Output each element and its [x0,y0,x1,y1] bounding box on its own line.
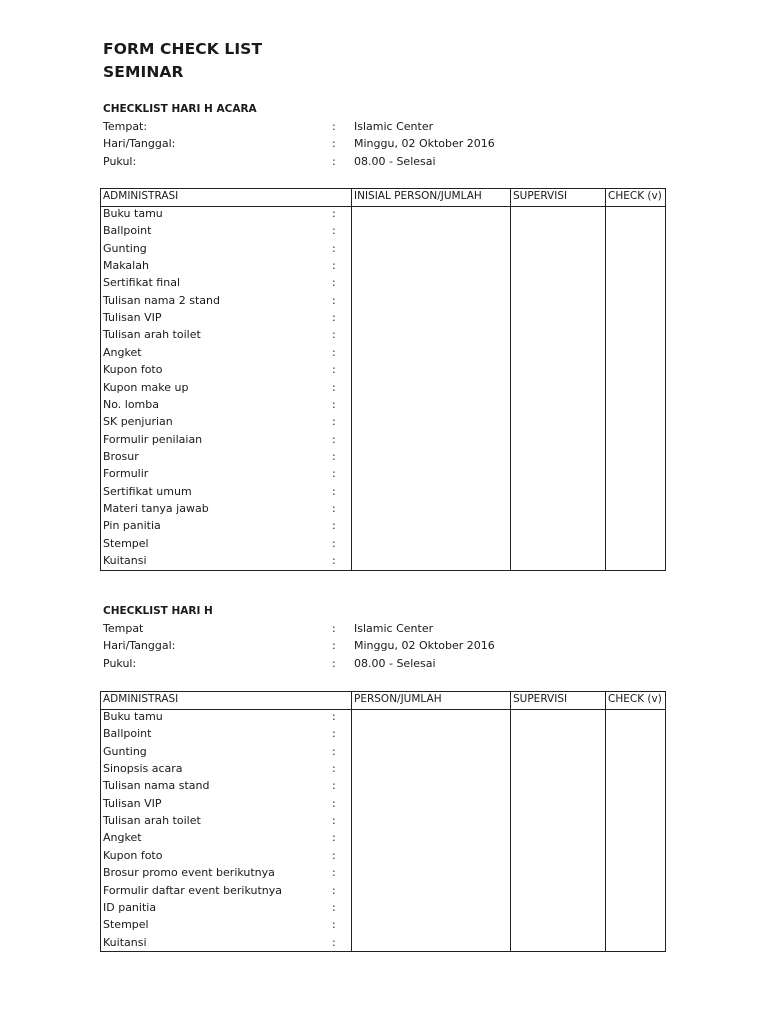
checklist-row [101,415,351,432]
checklist-item-label: Kuitansi [103,554,147,567]
info-colon: : [332,657,336,670]
checklist-item-label: Buku tamu [103,207,163,220]
checklist-item-label: Stempel [103,918,149,932]
checklist-item-colon: : [332,883,336,897]
checklist-row [101,537,351,554]
checklist-row [101,502,351,519]
info-colon: : [332,137,336,150]
info-key: Pukul: [103,155,137,168]
checklist-row [101,276,351,293]
info-key: Tempat: [103,120,148,133]
column-divider [605,692,606,951]
checklist-item-label: Formulir daftar event berikutnya [103,883,282,897]
info-value: 08.00 - Selesai [354,657,436,670]
checklist-row [101,849,351,866]
checklist-row [101,727,351,744]
checklist-item-label: Makalah [103,259,149,273]
checklist-item-label: Tulisan nama stand [103,779,210,793]
checklist-item-colon: : [332,762,336,776]
checklist-item-label: Gunting [103,241,147,255]
checklist-row [101,207,351,224]
column-header-person-jumlah: PERSON/JUMLAH [354,693,442,705]
checklist-row [101,311,351,328]
checklist-row [101,797,351,814]
checklist-item-colon: : [332,918,336,932]
section-2-info-tempat [0,622,768,639]
info-key: Tempat [103,622,144,635]
checklist-item-colon: : [332,467,336,481]
info-colon: : [332,120,336,133]
checklist-row [101,884,351,901]
section-2-info-hari-tanggal [0,639,768,656]
info-value: 08.00 - Selesai [354,155,436,168]
column-divider [351,692,352,951]
checklist-item-colon: : [332,345,336,359]
column-header-inisial-person-jumlah: INISIAL PERSON/JUMLAH [354,190,482,202]
page-title [103,38,262,84]
info-value: Islamic Center [354,120,434,133]
checklist-item-label: Tulisan VIP [103,796,162,810]
checklist-item-colon: : [332,866,336,880]
checklist-item-colon: : [332,831,336,845]
checklist-row [101,294,351,311]
column-header-supervisi: SUPERVISI [513,693,568,705]
column-divider [351,189,352,570]
checklist-item-colon: : [332,814,336,828]
section-1-info-hari-tanggal [0,137,768,154]
checklist-table-1 [100,188,666,571]
checklist-item-label: Tulisan arah toilet [103,328,201,342]
checklist-item-label: Sertifikat umum [103,484,192,498]
column-header-administrasi: ADMINISTRASI [103,693,179,705]
section-1-info-tempat [0,120,768,137]
checklist-row [101,901,351,918]
checklist-item-label: Kupon foto [103,363,163,377]
info-value: Islamic Center [354,622,434,635]
checklist-row [101,224,351,241]
column-divider [605,189,606,570]
column-divider [510,692,511,951]
checklist-item-colon: : [332,727,336,741]
checklist-item-label: Materi tanya jawab [103,501,209,515]
checklist-item-label: Tulisan VIP [103,311,162,325]
checklist-item-colon: : [332,554,336,567]
checklist-item-label: No. lomba [103,397,159,411]
checklist-item-colon: : [332,224,336,238]
checklist-row [101,710,351,727]
page-title-line-2: SEMINAR [103,63,184,81]
checklist-item-label: Angket [103,345,142,359]
checklist-row [101,814,351,831]
column-header-supervisi: SUPERVISI [513,190,568,202]
checklist-item-colon: : [332,397,336,411]
checklist-item-label: Formulir penilaian [103,432,203,446]
column-header-administrasi: ADMINISTRASI [103,190,179,202]
checklist-item-label: Brosur [103,449,139,463]
page-title-line-1: FORM CHECK LIST [103,40,263,58]
checklist-row [101,346,351,363]
column-header-check: CHECK (v) [608,693,662,705]
checklist-item-label: Angket [103,831,142,845]
checklist-row [101,381,351,398]
column-header-check: CHECK (v) [608,190,662,202]
checklist-row [101,918,351,935]
checklist-item-colon: : [332,449,336,463]
checklist-row [101,433,351,450]
section-1-info-pukul [0,155,768,172]
checklist-item-colon: : [332,432,336,446]
checklist-item-colon: : [332,311,336,325]
info-key: Hari/Tanggal: [103,639,176,652]
checklist-item-colon: : [332,900,336,914]
checklist-row [101,554,351,571]
checklist-item-label: Kupon foto [103,848,163,862]
checklist-item-colon: : [332,796,336,810]
checklist-item-colon: : [332,779,336,793]
section-2-info-pukul [0,657,768,674]
checklist-item-label: Brosur promo event berikutnya [103,866,275,880]
checklist-item-colon: : [332,276,336,290]
checklist-item-label: Tulisan nama 2 stand [103,293,220,307]
column-divider [510,189,511,570]
checklist-item-colon: : [332,935,336,949]
checklist-item-label: Ballpoint [103,224,152,238]
checklist-row [101,259,351,276]
checklist-row [101,242,351,259]
checklist-item-label: Tulisan arah toilet [103,814,201,828]
checklist-item-colon: : [332,710,336,723]
checklist-row [101,936,351,953]
section-1-heading: CHECKLIST HARI H ACARA [103,103,257,115]
checklist-item-colon: : [332,241,336,255]
checklist-row [101,745,351,762]
info-colon: : [332,639,336,652]
checklist-row [101,467,351,484]
checklist-item-colon: : [332,484,336,498]
checklist-row [101,485,351,502]
checklist-item-colon: : [332,415,336,429]
checklist-item-colon: : [332,380,336,394]
checklist-row [101,363,351,380]
checklist-row [101,831,351,848]
checklist-row [101,779,351,796]
checklist-row [101,450,351,467]
checklist-row [101,866,351,883]
checklist-item-colon: : [332,501,336,515]
checklist-row [101,328,351,345]
checklist-item-colon: : [332,328,336,342]
checklist-row [101,398,351,415]
checklist-item-label: Pin panitia [103,519,161,533]
checklist-item-label: Kuitansi [103,935,147,949]
checklist-item-colon: : [332,259,336,273]
checklist-item-label: Sertifikat final [103,276,180,290]
info-colon: : [332,622,336,635]
info-key: Hari/Tanggal: [103,137,176,150]
checklist-item-label: Stempel [103,536,149,550]
checklist-row [101,762,351,779]
info-colon: : [332,155,336,168]
checklist-item-colon: : [332,536,336,550]
checklist-item-label: Buku tamu [103,710,163,723]
checklist-item-colon: : [332,363,336,377]
checklist-item-label: Ballpoint [103,727,152,741]
checklist-item-colon: : [332,207,336,220]
checklist-item-label: Gunting [103,744,147,758]
checklist-item-colon: : [332,744,336,758]
checklist-item-label: Sinopsis acara [103,762,183,776]
checklist-row [101,519,351,536]
checklist-item-label: SK penjurian [103,415,173,429]
checklist-item-label: Kupon make up [103,380,189,394]
checklist-item-colon: : [332,293,336,307]
checklist-item-label: ID panitia [103,900,157,914]
checklist-item-colon: : [332,519,336,533]
checklist-table-2 [100,691,666,952]
info-value: Minggu, 02 Oktober 2016 [354,137,495,150]
checklist-item-label: Formulir [103,467,149,481]
section-2-heading: CHECKLIST HARI H [103,605,213,617]
checklist-item-colon: : [332,848,336,862]
info-value: Minggu, 02 Oktober 2016 [354,639,495,652]
info-key: Pukul: [103,657,137,670]
